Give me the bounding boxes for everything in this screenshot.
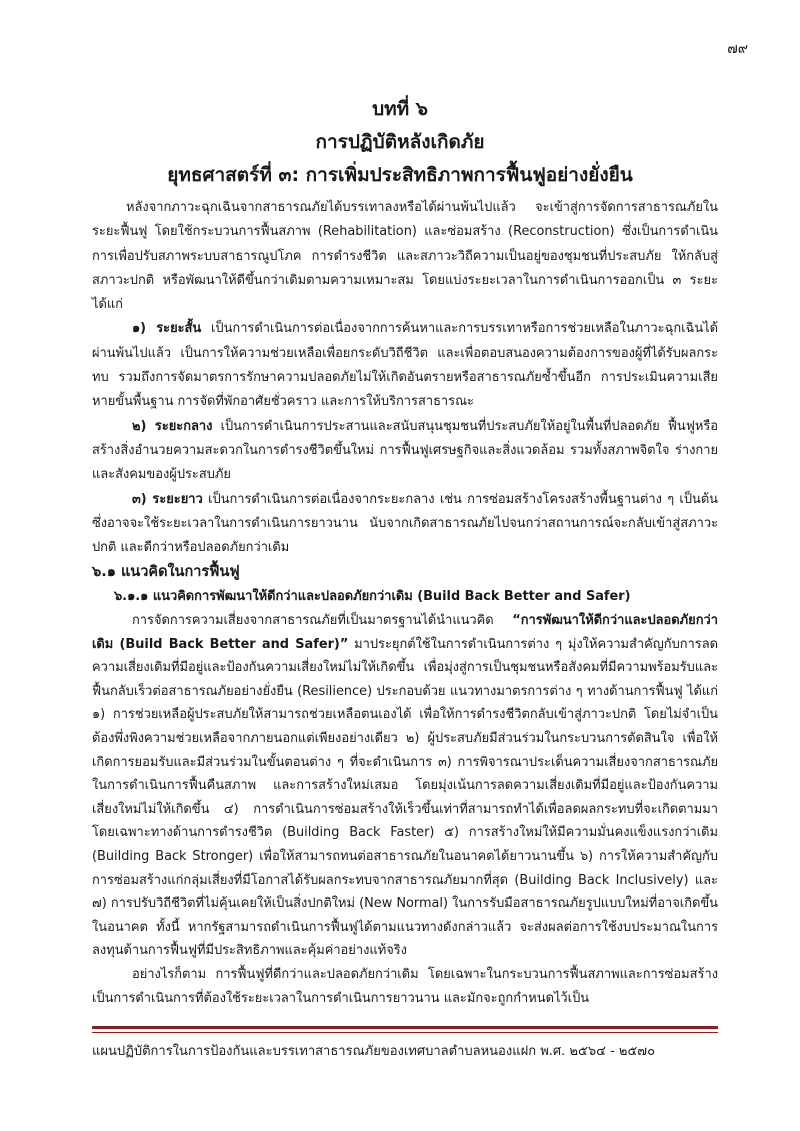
- phase-label: ๑) ระยะสั้น: [132, 321, 202, 337]
- body-text: [92, 196, 718, 1010]
- phase-text: เป็นการดำเนินการประสานและสนับสนุนชุมชนที่ประสบภัยให้อยู่ในพื้นที่ปลอดภัย ฟื้นฟูหรือสร้างสิ่งอำนวยความสะดวกในการดำรงชีวิตขึ้นใหม่ การฟื้นฟูเศรษฐกิจและสิ่งแวดล้อม รวมทั้งสภาพจิตใจ ร่างกาย และสังคมของผู้ประสบภัย: [92, 418, 718, 483]
- chapter-title: การปฏิบัติหลังเกิดภัย: [315, 131, 485, 153]
- phase-label: ๒) ระยะกลาง: [132, 418, 213, 434]
- footer-rule-thin: [92, 1032, 718, 1033]
- phase-label: ๓) ระยะยาว: [132, 491, 203, 507]
- phase-short: [92, 317, 718, 414]
- bbb-body: มาประยุกต์ใช้ในการดำเนินการต่าง ๆ มุ่งให้ความสำคัญกับการลดความเสี่ยงเดิมที่มีอยู่และป้องกันความเสี่ยงใหม่ไม่ให้เกิดขึ้น เพื่อมุ่งสู่การเป็นชุมชนหรือสังคมที่มีความพร้อมรับและฟื้นกลับเร็วต่อสาธารณภัยอย่างยั่งยืน (Resilience) ประกอบด้วย แนวทางมาตรการต่าง ๆ ทางด้านการฟื้นฟู ได้แก่ ๑) การช่วยเหลือผู้ประสบภัยให้สามารถช่วยเหลือตนเองได้ เพื่อให้การดำรงชีวิตกลับเข้าสู่ภาวะปกติ โดยไม่จำเป็นต้องพึ่งพิงความช่วยเหลือจากภายนอกแต่เพียงอย่างเดียว ๒) ผู้ประสบภัยมีส่วนร่วมในกระบวนการตัดสินใจ เพื่อให้เกิดการยอมรับและมีส่วนร่วมในขั้นตอนต่าง ๆ ที่จะดำเนินการ ๓) การพิจารณาประเด็นความเสี่ยงจากสาธารณภัยในการดำเนินการฟื้นคืนสภาพ และการสร้างใหม่เสมอ โดยมุ่งเน้นการลดความเสี่ยงเดิมที่มีอยู่และป้องกันความเสี่ยงใหม่ไม่ให้เกิดขึ้น ๔) การดำเนินการซ่อมสร้างให้เร็วขึ้นเท่าที่สามารถทำได้เพื่อลดผลกระทบที่จะเกิดตามมา โดยเฉพาะทางด้านการดำรงชีวิต (Building Back Faster) ๕) การสร้างใหม่ให้มีความมั่นคงแข็งแรงกว่าเดิม (Building Back Stronger) เพื่อให้สามารถทนต่อสาธารณภัยในอนาคตได้ยาวนานขึ้น ๖) การให้ความสำคัญกับการซ่อมสร้างแก่กลุ่มเสี่ยงที่มีโอกาสได้รับผลกระทบจากสาธารณภัยมากที่สุด (Building Back Inclusively) และ ๗) การปรับวิถีชีวิตที่ไม่คุ้นเคยให้เป็นสิ่งปกติใหม่ (New Normal) ในการรับมือสาธารณภัยรูปแบบใหม่ที่อาจเกิดขึ้นในอนาคต ทั้งนี้ หากรัฐสามารถดำเนินการฟื้นฟูได้ตามแนวทางดังกล่าวแล้ว จะส่งผลต่อการใช้งบประมาณในการลงทุนด้านการฟื้นฟูที่มีประสิทธิภาพและคุ้มค่าอย่างแท้จริง: [92, 636, 718, 959]
- footer-text: แผนปฏิบัติการในการป้องกันและบรรเทาสาธารณภัยของเทศบาลตำบลหนองแฝก พ.ศ. ๒๕๖๔ - ๒๕๗๐: [92, 1044, 656, 1059]
- phase-text: เป็นการดำเนินการต่อเนื่องจากการค้นหาและการบรรเทาหรือการช่วยเหลือในภาวะฉุกเฉินได้ผ่านพ้นไปแล้ว เป็นการให้ความช่วยเหลือเพื่อยกระดับวิถีชีวิต และเพื่อตอบสนองความต้องการของผู้ที่ได้รับผลกระทบ รวมถึงการจัดมาตรการรักษาความปลอดภัยไม่ให้เกิดอันตรายหรือสาธารณภัยซ้ำขึ้นอีก การประเมินความเสียหายขั้นพื้นฐาน การจัดที่พักอาศัยชั่วคราว และการให้บริการสาธารณะ: [92, 321, 718, 410]
- chapter-heading: บทที่ ๖: [372, 98, 428, 120]
- phase-medium: [92, 415, 718, 488]
- footer-rule-thick: [92, 1026, 718, 1029]
- phase-long: [92, 488, 718, 561]
- section-heading: ๖.๑ แนวคิดในการฟื้นฟู: [92, 564, 240, 581]
- subsection-heading: ๖.๑.๑ แนวคิดการพัฒนาให้ดีกว่าและปลอดภัยกว่าเดิม (Build Back Better and Safer): [114, 588, 631, 604]
- phase-text: เป็นการดำเนินการต่อเนื่องจากระยะกลาง เช่น การซ่อมสร้างโครงสร้างพื้นฐานต่าง ๆ เป็นต้น ซึ่งอาจจะใช้ระยะเวลาในการดำเนินการยาวนาน นับจากเกิดสาธารณภัยไปจนกว่าสถานการณ์จะกลับเข้าสู่สภาวะปกติ และดีกว่าหรือปลอดภัยกว่าเดิม: [92, 491, 718, 556]
- closing-paragraph: อย่างไรก็ตาม การฟื้นฟูที่ดีกว่าและปลอดภัยกว่าเดิม โดยเฉพาะในกระบวนการฟื้นสภาพและการซ่อมสร้างเป็นการดำเนินการที่ต้องใช้ระยะเวลาในการดำเนินการยาวนาน และมักจะถูกกำหนดไว้เป็น: [92, 966, 718, 1006]
- strategy-title: ยุทธศาสตร์ที่ ๓: การเพิ่มประสิทธิภาพการฟื้นฟูอย่างยั่งยืน: [167, 164, 633, 186]
- bbb-prefix: การจัดการความเสี่ยงจากสาธารณภัยที่เป็นมาตรฐานได้นำแนวคิด: [132, 613, 513, 629]
- bbb-emphasis: “การพัฒนาให้ดีกว่าและปลอดภัยกว่าเดิม (Build Back Better and Safer)”: [92, 613, 718, 652]
- intro-paragraph: หลังจากภาวะฉุกเฉินจากสาธารณภัยได้บรรเทาลงหรือได้ผ่านพ้นไปแล้ว จะเข้าสู่การจัดการสาธารณภัยในระยะฟื้นฟู โดยใช้กระบวนการฟื้นสภาพ (Rehabilitation) และซ่อมสร้าง (Reconstruction) ซึ่งเป็นการดำเนินการเพื่อปรับสภาพระบบสาธารณูปโภค การดำรงชีวิต และสภาวะวิถีความเป็นอยู่ของชุมชนที่ประสบภัย ให้กลับสู่สภาวะปกติ หรือพัฒนาให้ดีขึ้นกว่าเดิมตามความเหมาะสม โดยแบ่งระยะเวลาในการดำเนินการออกเป็น ๓ ระยะ ได้แก่: [92, 200, 718, 313]
- page-number: ๗๙: [727, 41, 748, 57]
- bbb-paragraph: [92, 609, 718, 963]
